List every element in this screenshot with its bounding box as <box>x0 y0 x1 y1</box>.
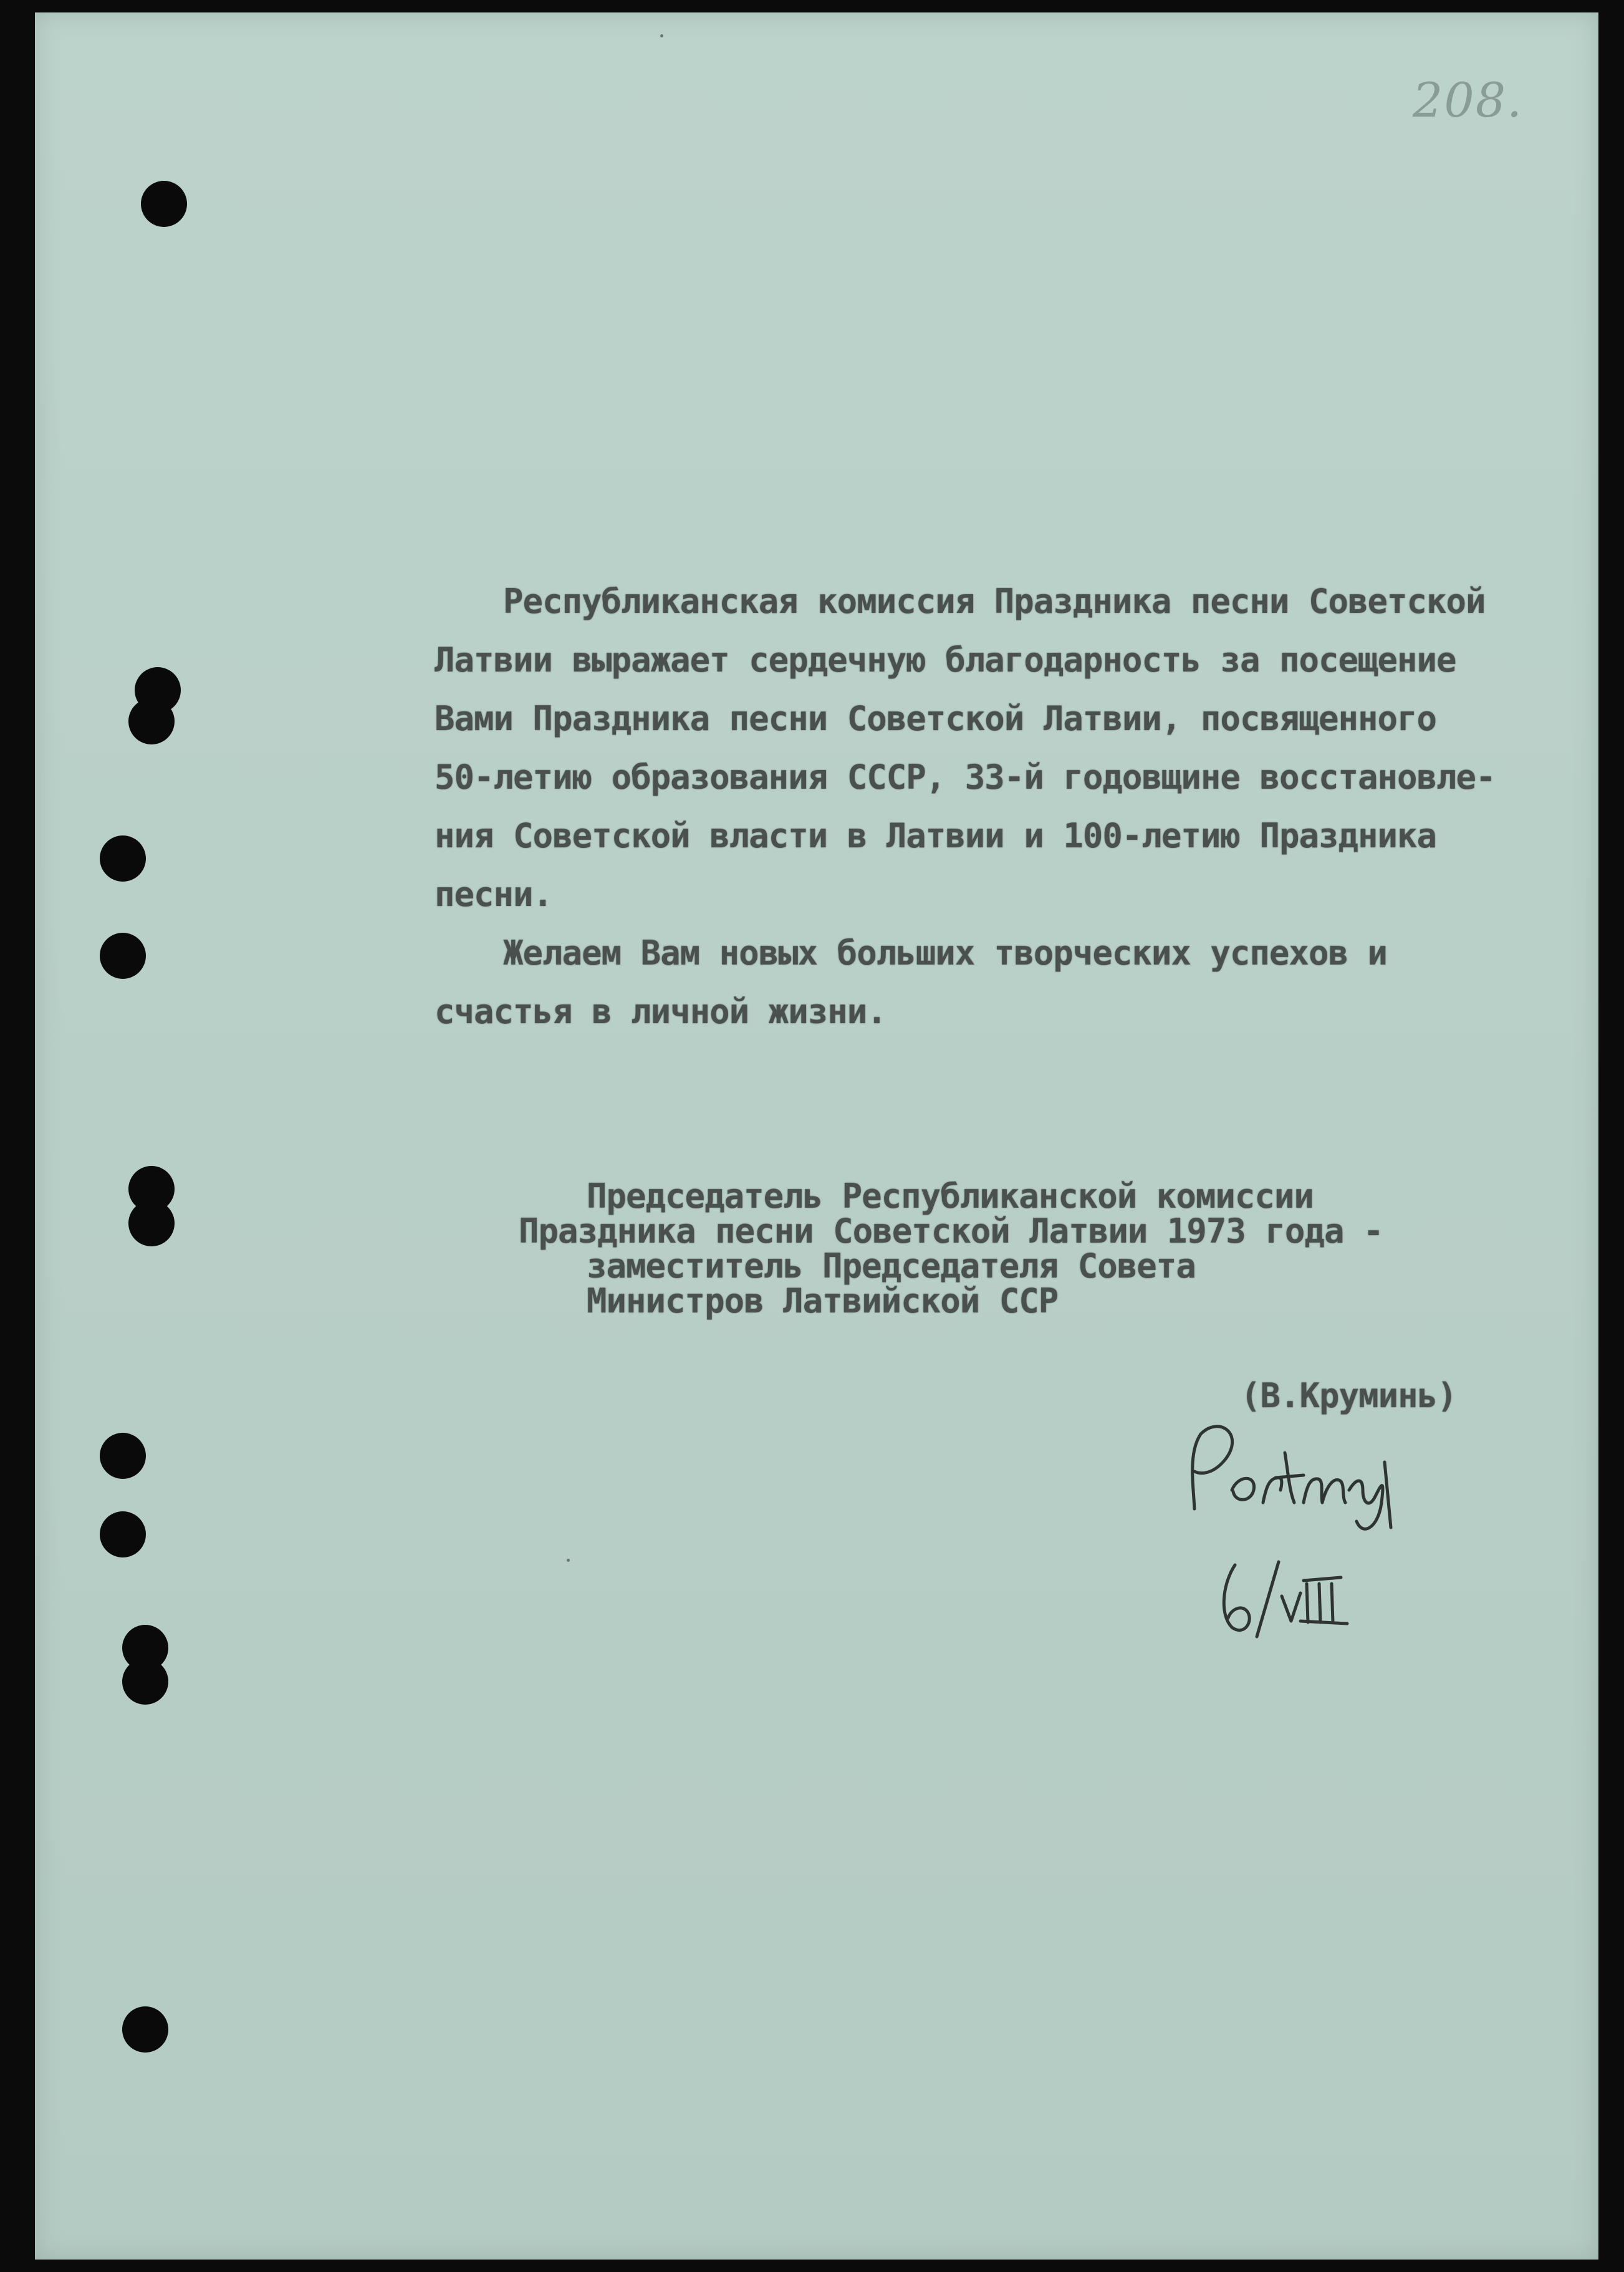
signature-title-line: Праздника песни Советской Латвии 1973 года - <box>519 1211 1383 1251</box>
stray-mark <box>660 34 663 37</box>
letter-line: Республиканская комиссия Праздника песни Советской <box>503 582 1486 621</box>
letter-line: Вами Праздника песни Советской Латвии, посвященного <box>435 699 1437 738</box>
stray-mark <box>567 1559 570 1562</box>
signature-title-line: Министров Латвийской ССР <box>587 1281 1059 1321</box>
handwritten-signature <box>1176 1415 1438 1540</box>
punch-hole <box>128 698 175 744</box>
letter-line: Желаем Вам новых больших творческих успехов и <box>503 933 1387 973</box>
punch-hole <box>141 181 187 227</box>
folio-number: 208. <box>1413 72 1524 128</box>
letter-line: 50-летию образования СССР, 33-й годовщине восстановле- <box>435 758 1496 797</box>
punch-hole <box>100 835 146 882</box>
punch-hole <box>128 1200 175 1246</box>
punch-hole <box>100 1433 146 1479</box>
handwritten-date <box>1213 1552 1375 1646</box>
letter-line: ния Советской власти в Латвии и 100-летию Праздника <box>435 816 1437 855</box>
letter-line: счастья в личной жизни. <box>435 992 886 1031</box>
signature-title-line: Председатель Республиканской комиссии <box>587 1177 1314 1216</box>
punch-hole <box>122 1658 168 1705</box>
punch-hole <box>100 1511 146 1557</box>
signatory-name: (В.Круминь) <box>1241 1376 1457 1415</box>
punch-hole <box>122 2006 168 2053</box>
letter-line: песни. <box>435 875 553 914</box>
letter-line: Латвии выражает сердечную благодарность за посещение <box>435 640 1456 680</box>
document-page <box>35 12 1598 2260</box>
punch-hole <box>100 933 146 979</box>
signature-title-line: заместитель Председателя Совета <box>587 1246 1196 1286</box>
